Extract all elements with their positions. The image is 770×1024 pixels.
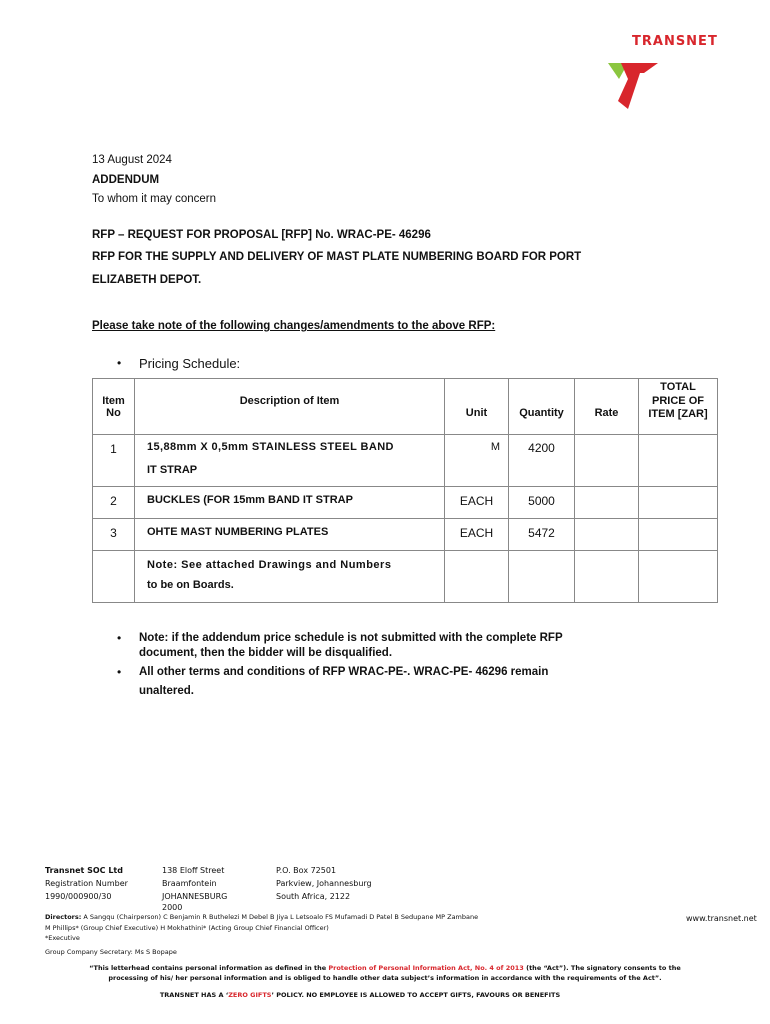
row-rate <box>575 487 639 519</box>
transnet-logo-icon <box>606 61 658 111</box>
row-rate <box>575 519 639 551</box>
footer-address-2: Braamfontein <box>162 879 217 888</box>
note-rate <box>575 551 639 603</box>
footer-executive-note: *Executive <box>45 934 80 942</box>
note-item <box>93 551 135 603</box>
rfp-subject-line-1: RFP FOR THE SUPPLY AND DELIVERY OF MAST PLATE NUMBERING BOARD FOR PORT <box>92 251 582 263</box>
row-item: 3 <box>93 519 135 551</box>
row-total <box>639 519 718 551</box>
rfp-subject-line-2: ELIZABETH DEPOT. <box>92 274 202 286</box>
footer-directors-line-1: Directors: A Sangqu (Chairperson) C Benjamin R Buthelezi M Debel B Jiya L Letsoalo FS Mufamadi D Patel B Sedupane MP Zambane <box>45 913 479 921</box>
note-total <box>639 551 718 603</box>
row-description: OHTE MAST NUMBERING PLATES <box>135 519 445 551</box>
row-description: 15,88mm X 0,5mm STAINLESS STEEL BAND IT STRAP <box>135 435 445 487</box>
header-description: Description of Item <box>135 379 445 435</box>
footer-address-3: JOHANNESBURG <box>162 892 228 901</box>
note-description: Note: See attached Drawings and Numbers to be on Boards. <box>135 551 445 603</box>
footer-po-3: South Africa, 2122 <box>276 892 351 901</box>
letter-salutation: To whom it may concern <box>92 193 216 205</box>
row-total <box>639 435 718 487</box>
brand-wordmark: TRANSNET <box>632 34 718 49</box>
table-row <box>93 435 718 487</box>
header-total-price: TOTAL PRICE OF ITEM [ZAR] <box>639 379 718 435</box>
zero-gifts-policy: TRANSNET HAS A ‘ZERO GIFTS’ POLICY. NO EMPLOYEE IS ALLOWED TO ACCEPT GIFTS, FAVOURS OR BENEFITS <box>159 991 561 999</box>
footer-reg-number: 1990/000900/30 <box>45 892 112 901</box>
row-rate <box>575 435 639 487</box>
footer-company: Transnet SOC Ltd <box>45 866 123 875</box>
bullet-dot: • <box>117 665 122 679</box>
footer-address-1: 138 Eloff Street <box>162 866 225 875</box>
footer-reg-label: Registration Number <box>45 879 128 888</box>
pricing-schedule-table <box>92 378 718 603</box>
table-header-row <box>93 379 718 435</box>
row-total <box>639 487 718 519</box>
note-unit <box>445 551 509 603</box>
table-row <box>93 487 718 519</box>
bullet-dot: • <box>117 356 122 370</box>
row-quantity: 5472 <box>509 519 575 551</box>
row-quantity: 4200 <box>509 435 575 487</box>
row-item: 2 <box>93 487 135 519</box>
header-rate: Rate <box>575 379 639 435</box>
row-item: 1 <box>93 435 135 487</box>
row-unit: EACH <box>445 487 509 519</box>
footer-address-4: 2000 <box>162 903 183 912</box>
row-unit: M <box>445 435 509 487</box>
footer-website-link[interactable]: www.transnet.net <box>686 914 757 923</box>
terms-note-line-1: All other terms and conditions of RFP WRAC-PE-. WRAC-PE- 46296 remain <box>139 666 549 678</box>
header-unit: Unit <box>445 379 509 435</box>
footer-secretary: Group Company Secretary: Ms S Bopape <box>45 948 177 956</box>
footer-po-1: P.O. Box 72501 <box>276 866 337 875</box>
pricing-schedule-heading: Pricing Schedule: <box>139 356 241 371</box>
table-row <box>93 519 718 551</box>
footer-po-2: Parkview, Johannesburg <box>276 879 372 888</box>
rfp-number: RFP – REQUEST FOR PROPOSAL [RFP] No. WRAC-PE- 46296 <box>92 229 431 241</box>
privacy-notice-line-2: processing of his/ her personal information and is obliged to handle other data subject’s information in accordance with the requirements of the Act”. <box>108 974 662 982</box>
terms-note-line-2: unaltered. <box>139 685 194 697</box>
bullet-dot: • <box>117 631 122 645</box>
disqualification-note-line-2: document, then the bidder will be disqualified. <box>139 647 393 659</box>
letter-date: 13 August 2024 <box>92 154 172 166</box>
row-unit: EACH <box>445 519 509 551</box>
privacy-notice-line-1: “This letterhead contains personal information as defined in the Protection of Personal Information Act, No. 4 of 2013 (the “Act”). The signatory consents to the <box>89 964 681 972</box>
row-description: BUCKLES (FOR 15mm BAND IT STRAP <box>135 487 445 519</box>
letter-heading: ADDENDUM <box>92 174 160 186</box>
table-note-row <box>93 551 718 603</box>
row-quantity: 5000 <box>509 487 575 519</box>
header-item-no: Item No <box>93 379 135 435</box>
note-quantity <box>509 551 575 603</box>
amendment-notice: Please take note of the following changes/amendments to the above RFP: <box>92 320 496 332</box>
header-quantity: Quantity <box>509 379 575 435</box>
disqualification-note-line-1: Note: if the addendum price schedule is not submitted with the complete RFP <box>139 632 563 644</box>
footer-directors-line-2: M Phillips* (Group Chief Executive) H Mokhathini* (Acting Group Chief Financial Officer) <box>45 924 329 932</box>
